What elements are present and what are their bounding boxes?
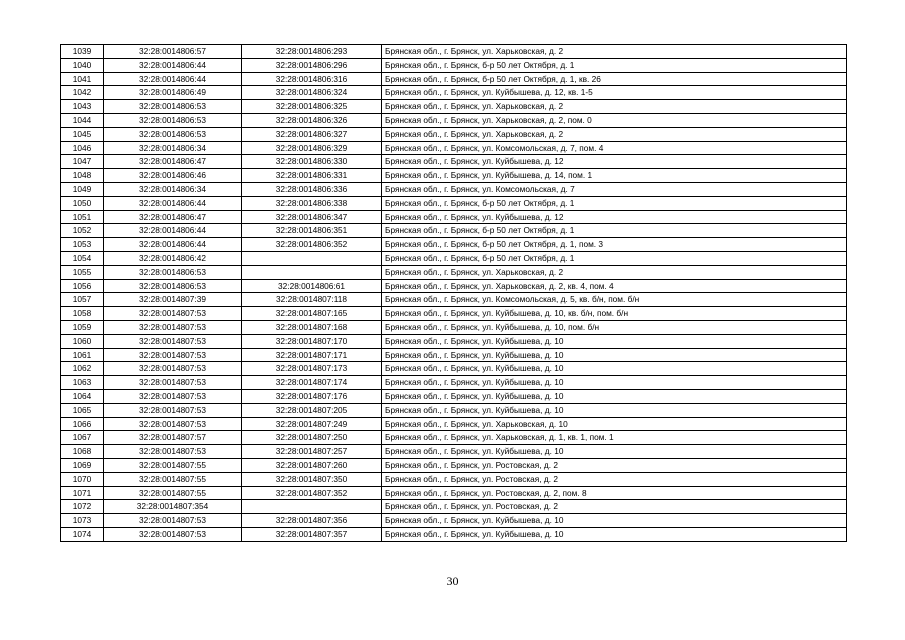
address-cell: Брянская обл., г. Брянск, ул. Харьковская, д. 10 [382, 417, 847, 431]
parent-cadastral-number-cell: 32:28:0014806:53 [104, 279, 242, 293]
cadastral-number-cell: 32:28:0014806:324 [242, 86, 382, 100]
cadastral-number-cell: 32:28:0014806:329 [242, 141, 382, 155]
table-row [61, 389, 847, 403]
row-number-cell: 1071 [61, 486, 104, 500]
table-row [61, 307, 847, 321]
address-cell: Брянская обл., г. Брянск, ул. Куйбышева, д. 12 [382, 155, 847, 169]
address-cell: Брянская обл., г. Брянск, ул. Ростовская, д. 2 [382, 472, 847, 486]
row-number-cell: 1054 [61, 251, 104, 265]
address-cell: Брянская обл., г. Брянск, ул. Куйбышева, д. 12, кв. 1-5 [382, 86, 847, 100]
row-number-cell: 1070 [61, 472, 104, 486]
address-cell: Брянская обл., г. Брянск, ул. Харьковская, д. 2 [382, 100, 847, 114]
address-cell: Брянская обл., г. Брянск, ул. Куйбышева, д. 10, пом. б/н [382, 320, 847, 334]
address-cell: Брянская обл., г. Брянск, ул. Харьковская, д. 2 [382, 265, 847, 279]
parent-cadastral-number-cell: 32:28:0014807:53 [104, 527, 242, 541]
cadastral-number-cell: 32:28:0014806:61 [242, 279, 382, 293]
table-row [61, 279, 847, 293]
cadastral-number-cell: 32:28:0014806:347 [242, 210, 382, 224]
parent-cadastral-number-cell: 32:28:0014806:53 [104, 100, 242, 114]
parent-cadastral-number-cell: 32:28:0014806:42 [104, 251, 242, 265]
table-row [61, 251, 847, 265]
cadastral-number-cell [242, 251, 382, 265]
row-number-cell: 1068 [61, 445, 104, 459]
table-row [61, 500, 847, 514]
parent-cadastral-number-cell: 32:28:0014807:55 [104, 486, 242, 500]
address-cell: Брянская обл., г. Брянск, ул. Комсомольская, д. 5, кв. б/н, пом. б/н [382, 293, 847, 307]
cadastral-number-cell: 32:28:0014806:352 [242, 238, 382, 252]
address-cell: Брянская обл., г. Брянск, ул. Ростовская, д. 2 [382, 458, 847, 472]
parent-cadastral-number-cell: 32:28:0014807:53 [104, 417, 242, 431]
cadastral-number-cell: 32:28:0014807:356 [242, 514, 382, 528]
table-row [61, 169, 847, 183]
cadastral-number-cell: 32:28:0014806:331 [242, 169, 382, 183]
cadastral-number-cell [242, 500, 382, 514]
address-cell: Брянская обл., г. Брянск, ул. Комсомольская, д. 7 [382, 182, 847, 196]
cadastral-number-cell: 32:28:0014807:176 [242, 389, 382, 403]
table-row [61, 58, 847, 72]
address-cell: Брянская обл., г. Брянск, б-р 50 лет Октября, д. 1 [382, 224, 847, 238]
table-row [61, 348, 847, 362]
address-cell: Брянская обл., г. Брянск, б-р 50 лет Октября, д. 1 [382, 58, 847, 72]
parent-cadastral-number-cell: 32:28:0014806:53 [104, 265, 242, 279]
table-row [61, 320, 847, 334]
table-row [61, 472, 847, 486]
row-number-cell: 1042 [61, 86, 104, 100]
row-number-cell: 1066 [61, 417, 104, 431]
table-row [61, 224, 847, 238]
parent-cadastral-number-cell: 32:28:0014807:39 [104, 293, 242, 307]
cadastral-table [60, 44, 847, 542]
table-row [61, 362, 847, 376]
cadastral-number-cell: 32:28:0014806:336 [242, 182, 382, 196]
parent-cadastral-number-cell: 32:28:0014807:53 [104, 445, 242, 459]
table-row [61, 527, 847, 541]
table-row [61, 486, 847, 500]
table-row [61, 100, 847, 114]
cadastral-number-cell: 32:28:0014806:325 [242, 100, 382, 114]
parent-cadastral-number-cell: 32:28:0014806:44 [104, 58, 242, 72]
table-row [61, 210, 847, 224]
parent-cadastral-number-cell: 32:28:0014806:46 [104, 169, 242, 183]
parent-cadastral-number-cell: 32:28:0014806:47 [104, 155, 242, 169]
cadastral-number-cell: 32:28:0014807:165 [242, 307, 382, 321]
table-body [61, 45, 847, 542]
row-number-cell: 1041 [61, 72, 104, 86]
cadastral-number-cell: 32:28:0014807:350 [242, 472, 382, 486]
parent-cadastral-number-cell: 32:28:0014807:55 [104, 472, 242, 486]
address-cell: Брянская обл., г. Брянск, б-р 50 лет Октября, д. 1 [382, 196, 847, 210]
parent-cadastral-number-cell: 32:28:0014807:53 [104, 389, 242, 403]
table-row [61, 72, 847, 86]
cadastral-number-cell: 32:28:0014806:293 [242, 45, 382, 59]
address-cell: Брянская обл., г. Брянск, ул. Куйбышева, д. 10 [382, 334, 847, 348]
table-row [61, 334, 847, 348]
table-row [61, 403, 847, 417]
table-row [61, 376, 847, 390]
cadastral-number-cell [242, 265, 382, 279]
row-number-cell: 1055 [61, 265, 104, 279]
table-row [61, 155, 847, 169]
table-row [61, 196, 847, 210]
parent-cadastral-number-cell: 32:28:0014806:34 [104, 141, 242, 155]
row-number-cell: 1064 [61, 389, 104, 403]
parent-cadastral-number-cell: 32:28:0014806:49 [104, 86, 242, 100]
parent-cadastral-number-cell: 32:28:0014807:53 [104, 334, 242, 348]
address-cell: Брянская обл., г. Брянск, ул. Ростовская, д. 2, пом. 8 [382, 486, 847, 500]
row-number-cell: 1047 [61, 155, 104, 169]
row-number-cell: 1074 [61, 527, 104, 541]
page-number: 30 [446, 574, 459, 588]
parent-cadastral-number-cell: 32:28:0014806:44 [104, 238, 242, 252]
parent-cadastral-number-cell: 32:28:0014806:53 [104, 113, 242, 127]
address-cell: Брянская обл., г. Брянск, ул. Куйбышева, д. 10 [382, 527, 847, 541]
cadastral-number-cell: 32:28:0014807:118 [242, 293, 382, 307]
cadastral-number-cell: 32:28:0014807:249 [242, 417, 382, 431]
parent-cadastral-number-cell: 32:28:0014807:57 [104, 431, 242, 445]
parent-cadastral-number-cell: 32:28:0014807:53 [104, 514, 242, 528]
row-number-cell: 1039 [61, 45, 104, 59]
address-cell: Брянская обл., г. Брянск, ул. Харьковская, д. 2 [382, 127, 847, 141]
row-number-cell: 1065 [61, 403, 104, 417]
address-cell: Брянская обл., г. Брянск, ул. Куйбышева, д. 12 [382, 210, 847, 224]
parent-cadastral-number-cell: 32:28:0014807:53 [104, 376, 242, 390]
row-number-cell: 1060 [61, 334, 104, 348]
table-row [61, 458, 847, 472]
row-number-cell: 1057 [61, 293, 104, 307]
row-number-cell: 1053 [61, 238, 104, 252]
parent-cadastral-number-cell: 32:28:0014807:53 [104, 362, 242, 376]
row-number-cell: 1059 [61, 320, 104, 334]
table-row [61, 238, 847, 252]
parent-cadastral-number-cell: 32:28:0014806:44 [104, 196, 242, 210]
address-cell: Брянская обл., г. Брянск, ул. Комсомольская, д. 7, пом. 4 [382, 141, 847, 155]
row-number-cell: 1043 [61, 100, 104, 114]
table-row [61, 86, 847, 100]
table-row [61, 417, 847, 431]
parent-cadastral-number-cell: 32:28:0014807:53 [104, 320, 242, 334]
address-cell: Брянская обл., г. Брянск, ул. Куйбышева, д. 10 [382, 389, 847, 403]
cadastral-number-cell: 32:28:0014807:174 [242, 376, 382, 390]
row-number-cell: 1073 [61, 514, 104, 528]
address-cell: Брянская обл., г. Брянск, ул. Харьковская, д. 2, пом. 0 [382, 113, 847, 127]
parent-cadastral-number-cell: 32:28:0014807:55 [104, 458, 242, 472]
cadastral-number-cell: 32:28:0014806:330 [242, 155, 382, 169]
parent-cadastral-number-cell: 32:28:0014806:44 [104, 224, 242, 238]
address-cell: Брянская обл., г. Брянск, ул. Харьковская, д. 1, кв. 1, пом. 1 [382, 431, 847, 445]
table-row [61, 127, 847, 141]
row-number-cell: 1058 [61, 307, 104, 321]
address-cell: Брянская обл., г. Брянск, ул. Харьковская, д. 2, кв. 4, пом. 4 [382, 279, 847, 293]
address-cell: Брянская обл., г. Брянск, ул. Куйбышева, д. 10 [382, 514, 847, 528]
cadastral-number-cell: 32:28:0014806:316 [242, 72, 382, 86]
address-cell: Брянская обл., г. Брянск, б-р 50 лет Октября, д. 1, кв. 26 [382, 72, 847, 86]
cadastral-number-cell: 32:28:0014806:296 [242, 58, 382, 72]
cadastral-number-cell: 32:28:0014807:205 [242, 403, 382, 417]
row-number-cell: 1050 [61, 196, 104, 210]
parent-cadastral-number-cell: 32:28:0014806:47 [104, 210, 242, 224]
row-number-cell: 1072 [61, 500, 104, 514]
parent-cadastral-number-cell: 32:28:0014807:53 [104, 307, 242, 321]
parent-cadastral-number-cell: 32:28:0014806:57 [104, 45, 242, 59]
cadastral-number-cell: 32:28:0014807:173 [242, 362, 382, 376]
parent-cadastral-number-cell: 32:28:0014806:44 [104, 72, 242, 86]
address-cell: Брянская обл., г. Брянск, ул. Куйбышева, д. 10 [382, 445, 847, 459]
table-row [61, 265, 847, 279]
parent-cadastral-number-cell: 32:28:0014806:34 [104, 182, 242, 196]
row-number-cell: 1069 [61, 458, 104, 472]
row-number-cell: 1051 [61, 210, 104, 224]
row-number-cell: 1056 [61, 279, 104, 293]
cadastral-number-cell: 32:28:0014807:260 [242, 458, 382, 472]
table-row [61, 45, 847, 59]
cadastral-number-cell: 32:28:0014807:250 [242, 431, 382, 445]
row-number-cell: 1061 [61, 348, 104, 362]
address-cell: Брянская обл., г. Брянск, ул. Куйбышева, д. 10, кв. б/н, пом. б/н [382, 307, 847, 321]
address-cell: Брянская обл., г. Брянск, ул. Харьковская, д. 2 [382, 45, 847, 59]
table-row [61, 182, 847, 196]
table-row [61, 445, 847, 459]
table-row [61, 293, 847, 307]
row-number-cell: 1052 [61, 224, 104, 238]
row-number-cell: 1048 [61, 169, 104, 183]
table-row [61, 113, 847, 127]
row-number-cell: 1045 [61, 127, 104, 141]
row-number-cell: 1046 [61, 141, 104, 155]
parent-cadastral-number-cell: 32:28:0014807:53 [104, 348, 242, 362]
row-number-cell: 1062 [61, 362, 104, 376]
row-number-cell: 1044 [61, 113, 104, 127]
cadastral-number-cell: 32:28:0014807:352 [242, 486, 382, 500]
parent-cadastral-number-cell: 32:28:0014807:354 [104, 500, 242, 514]
row-number-cell: 1049 [61, 182, 104, 196]
cadastral-number-cell: 32:28:0014807:170 [242, 334, 382, 348]
address-cell: Брянская обл., г. Брянск, ул. Куйбышева, д. 14, пом. 1 [382, 169, 847, 183]
table-row [61, 514, 847, 528]
address-cell: Брянская обл., г. Брянск, б-р 50 лет Октября, д. 1, пом. 3 [382, 238, 847, 252]
cadastral-number-cell: 32:28:0014807:257 [242, 445, 382, 459]
cadastral-number-cell: 32:28:0014806:327 [242, 127, 382, 141]
table-row [61, 431, 847, 445]
cadastral-number-cell: 32:28:0014806:326 [242, 113, 382, 127]
table-row [61, 141, 847, 155]
cadastral-number-cell: 32:28:0014807:171 [242, 348, 382, 362]
address-cell: Брянская обл., г. Брянск, ул. Ростовская, д. 2 [382, 500, 847, 514]
cadastral-number-cell: 32:28:0014807:168 [242, 320, 382, 334]
cadastral-number-cell: 32:28:0014807:357 [242, 527, 382, 541]
cadastral-number-cell: 32:28:0014806:351 [242, 224, 382, 238]
address-cell: Брянская обл., г. Брянск, ул. Куйбышева, д. 10 [382, 403, 847, 417]
row-number-cell: 1067 [61, 431, 104, 445]
parent-cadastral-number-cell: 32:28:0014806:53 [104, 127, 242, 141]
address-cell: Брянская обл., г. Брянск, ул. Куйбышева, д. 10 [382, 362, 847, 376]
parent-cadastral-number-cell: 32:28:0014807:53 [104, 403, 242, 417]
cadastral-number-cell: 32:28:0014806:338 [242, 196, 382, 210]
address-cell: Брянская обл., г. Брянск, ул. Куйбышева, д. 10 [382, 348, 847, 362]
address-cell: Брянская обл., г. Брянск, б-р 50 лет Октября, д. 1 [382, 251, 847, 265]
row-number-cell: 1040 [61, 58, 104, 72]
address-cell: Брянская обл., г. Брянск, ул. Куйбышева, д. 10 [382, 376, 847, 390]
row-number-cell: 1063 [61, 376, 104, 390]
